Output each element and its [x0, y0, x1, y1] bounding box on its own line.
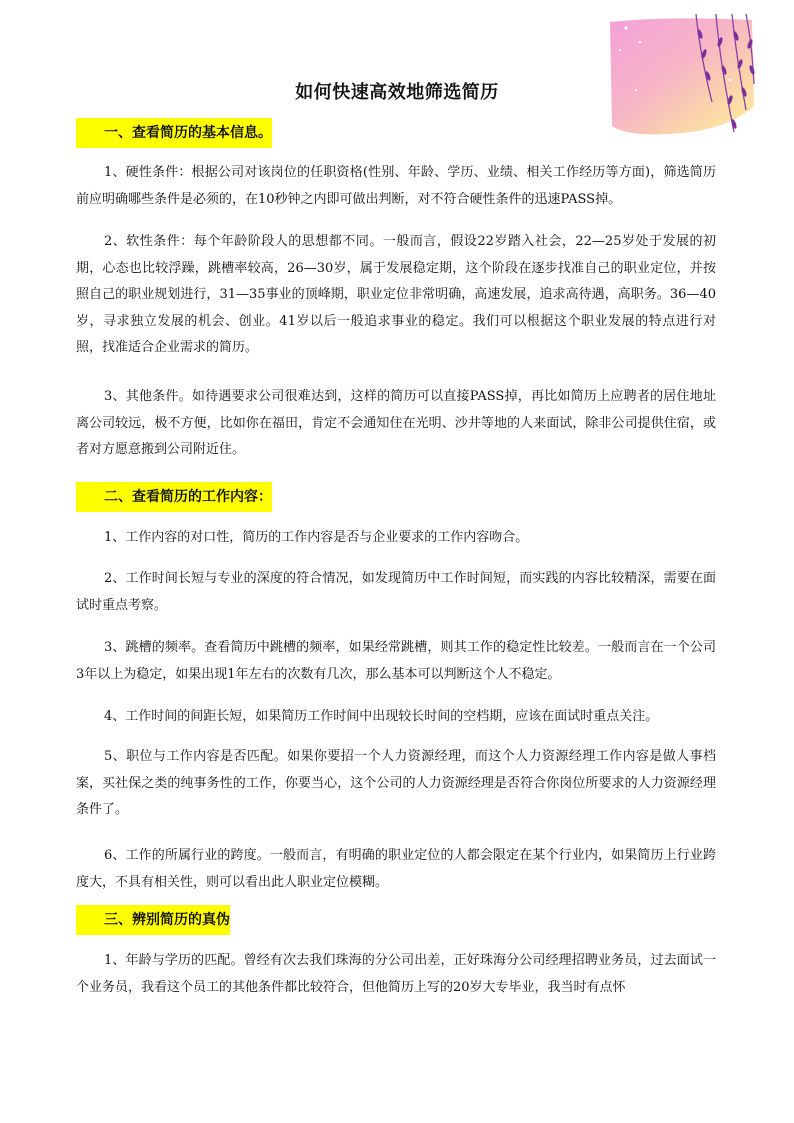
paragraph: 3、跳槽的频率。查看简历中跳槽的频率，如果经常跳槽，则其工作的稳定性比较差。一般而言在一个公司3年以上为稳定，如果出现1年左右的次数有几次，那么基本可以判断这个人不稳定。: [76, 640, 716, 682]
paragraph: 3、其他条件。如待遇要求公司很难达到，这样的简历可以直接PASS掉，再比如简历上应聘者的居住地址离公司较远，极不方便，比如你在福田，肯定不会通知住在光明、沙井等地的人来面试，除非公司提供住宿，或者对方愿意搬到公司附近住。: [76, 389, 716, 457]
paragraph: 2、软性条件：每个年龄阶段人的思想都不同。一般而言，假设22岁踏入社会，22—25岁处于发展的初期，心态也比较浮躁，跳槽率较高，26—30岁，属于发展稳定期，这个阶段在逐步找准自己的职业定位，并按照自己的职业规划进行，31—35事业的顶峰期，职业定位非常明确，高速发展，追求高待遇，高职务。36—40岁，寻求独立发展的机会、创业。41岁以后一般追求事业的稳定。我们可以根据这个职业发展的特点进行对照，找准适合企业需求的简历。: [76, 234, 716, 355]
section-heading-basic-info: 一、查看简历的基本信息。: [76, 118, 272, 148]
document-title: 如何快速高效地筛选简历: [295, 82, 499, 103]
paragraph: 5、职位与工作内容是否匹配。如果你要招一个人力资源经理，而这个人力资源经理工作内容是做人事档案，买社保之类的纯事务性的工作，你要当心，这个公司的人力资源经理是否符合你岗位所要求的人力资源经理条件了。: [76, 749, 716, 817]
paragraph: 1、工作内容的对口性，简历的工作内容是否与企业要求的工作内容吻合。: [104, 530, 529, 545]
moon-willow-illustration: [606, 14, 756, 138]
paragraph: 1、年龄与学历的匹配。曾经有次去我们珠海的分公司出差，正好珠海分公司经理招聘业务员，过去面试一个业务员，我看这个员工的其他条件都比较符合，但他简历上写的20岁大专毕业，我当时有点怀: [76, 953, 716, 995]
paragraph: 2、工作时间长短与专业的深度的符合情况，如发现简历中工作时间短，而实践的内容比较精深，需要在面试时重点考察。: [76, 571, 716, 613]
section-heading-authenticity: 三、辨别简历的真伪: [76, 905, 230, 935]
paragraph: 4、工作时间的间距长短，如果简历工作时间中出现较长时间的空档期，应该在面试时重点关注。: [104, 709, 659, 724]
section-heading-work-content: 二、查看简历的工作内容：: [76, 482, 272, 512]
paragraph: 1、硬性条件：根据公司对该岗位的任职资格(性别、年龄、学历、业绩、相关工作经历等方面)，筛选简历前应明确哪些条件是必须的，在10秒钟之内即可做出判断，对不符合硬性条件的迅速PASS掉。: [76, 165, 716, 207]
paragraph: 6、工作的所属行业的跨度。一般而言，有明确的职业定位的人都会限定在某个行业内，如果简历上行业跨度大，不具有相关性，则可以看出此人职业定位模糊。: [76, 848, 716, 890]
